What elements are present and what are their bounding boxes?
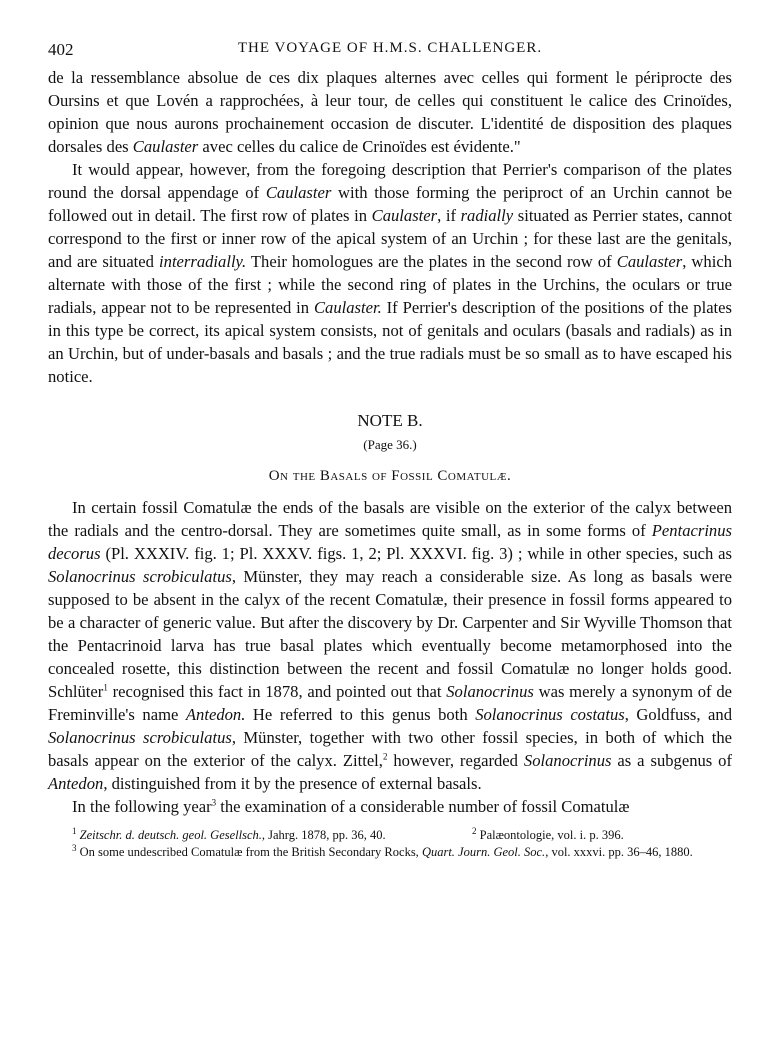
- paragraph-perrier-comparison: It would appear, however, from the foregoing description that Perrier's comparison of the plates round the dorsal appendage of Caulaster with those forming the periproct of an Urchin cannot be followed out in detail. The first row of plates in Caulaster, if radially situated as Perrier states, cannot correspond to the first or inner row of the apical system of an Urchin ; for these last are the genitals, and are situated interradially. Their homologues are the plates in the second row of Caulaster, which alternate with those of the first ; while the second ring of plates in the Urchins, the oculars or true radials, appear not to be represented in Caulaster. If Perrier's description of the positions of the plates in this type be correct, its apical system consists, not of genitals and oculars (basals and radials) as in an Urchin, but of under-basals and basals ; and the true radials must be so small as to have escaped his notice.: [48, 160, 732, 386]
- running-title: THE VOYAGE OF H.M.S. CHALLENGER.: [237, 40, 543, 56]
- footnote-2: $^2$ Palæontologie, vol. i. p. 396.: [472, 825, 624, 842]
- footnote-row: [48, 825, 732, 843]
- footnote-1: $^1$ Zeitschr. d. deutsch. geol. Gesellsch., Jahrg. 1878, pp. 36, 40.: [72, 825, 386, 842]
- footnote-ref-2[interactable]: 2: [382, 751, 388, 762]
- note-page-reference: (Page 36.): [363, 437, 417, 452]
- footnote-ref-1[interactable]: 1: [103, 682, 108, 693]
- running-head: [48, 40, 732, 66]
- paragraph-fossil-basals: In certain fossil Comatulæ the ends of the basals are visible on the exterior of the calyx between the radials and the centro-dorsal. They are sometimes quite small, as in some forms of Pentacrinus decorus (Pl. XXXIV. fig. 1; Pl. XXXV. figs. 1, 2; Pl. XXXVI. fig. 3) ; while in other species, such as Solanocrinus scrobiculatus, Münster, they may reach a considerable size. As long as basals were supposed to be absent in the calyx of the recent Comatulæ, their presence in fossil forms appeared to be a character of generic value. But after the discovery by Dr. Carpenter and Sir Wyville Thomson that the Pentacrinoid larva has true basal plates which eventually become metamorphosed into the concealed rosette, this distinction between the recent and fossil Comatulæ no longer holds good. Schlüter$^1$ recognised this fact in 1878, and pointed out that Solanocrinus was merely a synonym of de Freminville's name Antedon. He referred to this genus both Solanocrinus costatus, Goldfuss, and Solanocrinus scrobiculatus, Münster, together with two other fossil species, in both of which the basals appear on the exterior of the calyx. Zittel,$^2$ however, regarded Solanocrinus as a subgenus of Antedon, distinguished from it by the presence of external basals.: [48, 498, 733, 793]
- note-subtitle: On the Basals of Fossil Comatulæ.: [268, 468, 512, 484]
- note-heading: NOTE B.: [357, 411, 423, 430]
- page-number: 402: [48, 40, 74, 59]
- footnotes: [48, 825, 732, 860]
- paragraph-french-quote: de la ressemblance absolue de ces dix plaques alternes avec celles qui forment le périprocte des Oursins et que Lovén a rapprochées, à leur tour, de celles qui constituent le calice des Crinoïdes, opinion que nous aurons prochainement occasion de discuter. L'identité de disposition des plaques dorsales des Caulaster avec celles du calice de Crinoïdes est évidente.": [48, 68, 732, 156]
- footnote-ref-3[interactable]: 3: [211, 797, 217, 808]
- page: [48, 40, 732, 860]
- paragraph-following-year: In the following year$^3$ the examination of a considerable number of fossil Comatulæ: [72, 797, 630, 816]
- footnote-3: $^3$ On some undescribed Comatulæ from the British Secondary Rocks, Quart. Journ. Geol. Soc., vol. xxxvi. pp. 36–46, 1880.: [72, 842, 693, 859]
